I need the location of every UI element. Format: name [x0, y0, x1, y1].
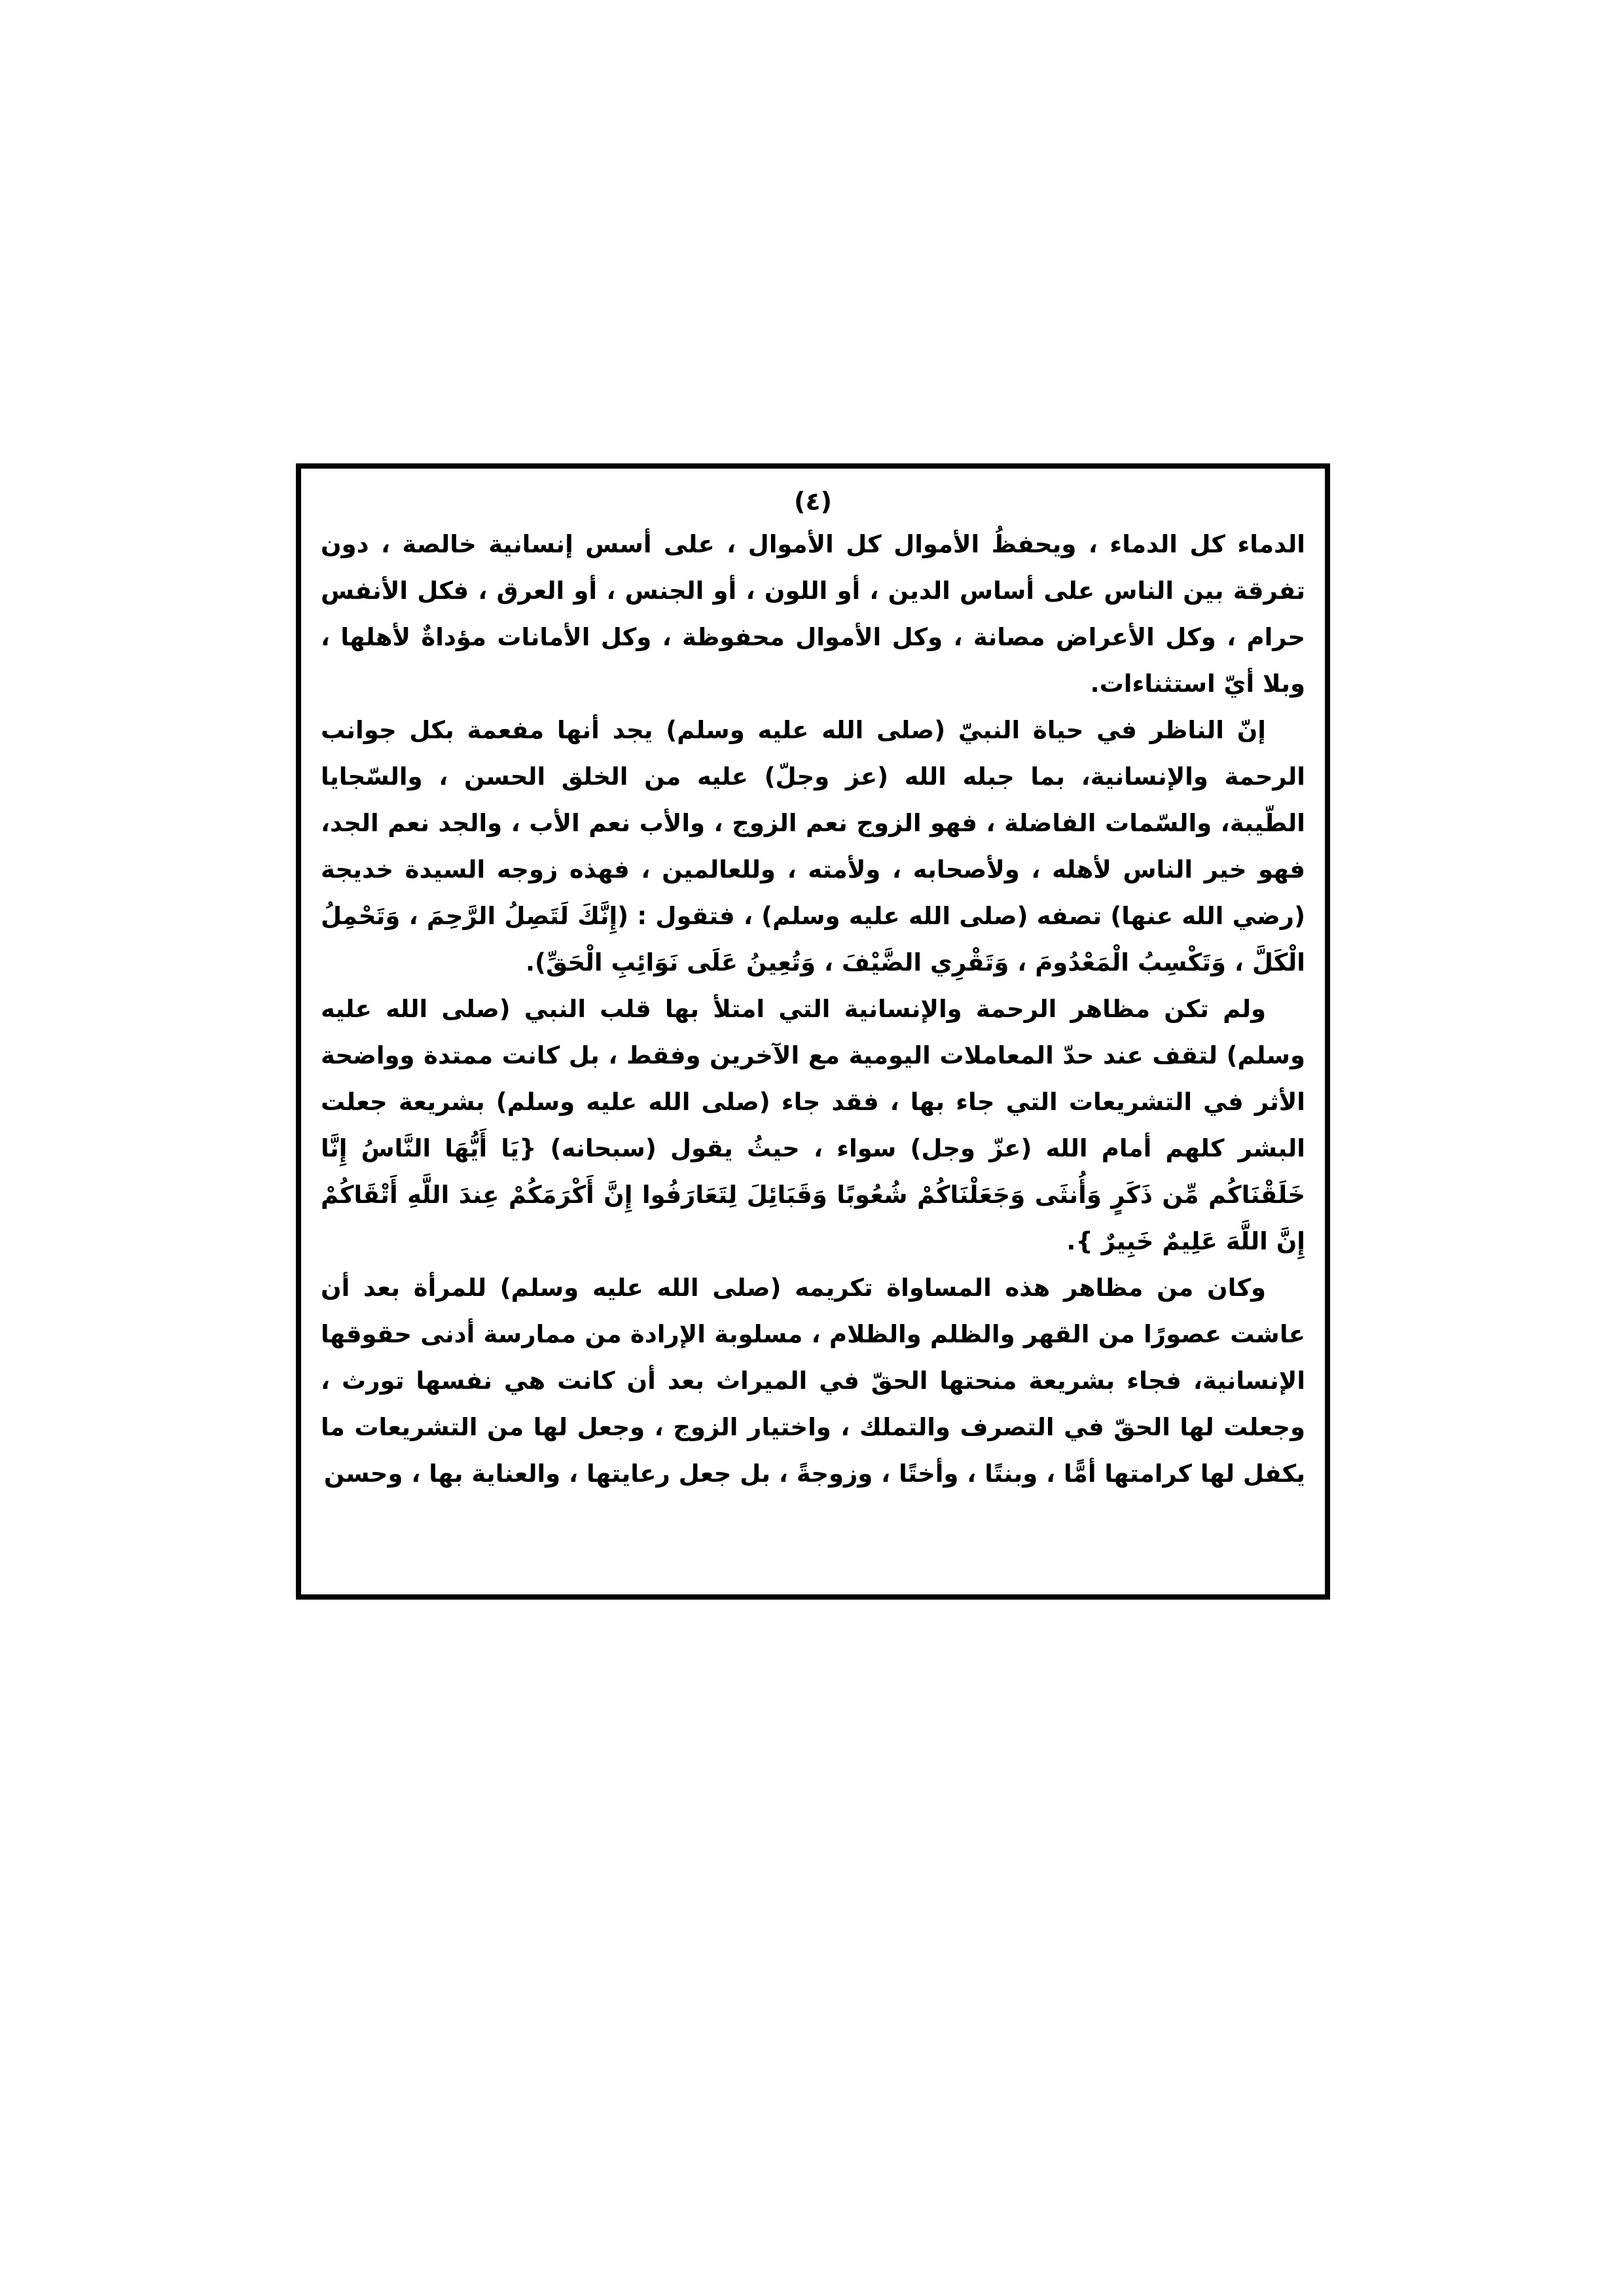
page-frame [296, 463, 1330, 1600]
page-number: (٤) [794, 487, 832, 516]
page-body [321, 521, 1305, 1497]
paragraph-1: الدماء كل الدماء ، ويحفظُ الأموال كل الأموال ، على أسس إنسانية خالصة ، دون تفرقة بين الناس على أساس الدين ، أو اللون ، أو الجنس ، أو العرق ، فكل الأنفس حرام ، وكل الأعراض مصانة ، وكل الأموال محفوظة ، وكل الأمانات مؤداةٌ لأهلها ، وبلا أيّ استثناءات. [321, 530, 1305, 698]
paragraph-3: ولم تكن مظاهر الرحمة والإنسانية التي امتلأ بها قلب النبي (صلى الله عليه وسلم) لتقف عند حدّ المعاملات اليومية مع الآخرين وفقط ، بل كانت ممتدة وواضحة الأثر في التشريعات التي جاء بها ، فقد جاء (صلى الله عليه وسلم) بشريعة جعلت البشر كلهم أمام الله (عزّ وجل) سواء ، حيثُ يقول (سبحانه) {يَا أَيُّهَا النَّاسُ إِنَّا خَلَقْنَاكُم مِّن ذَكَرٍ وَأُنثَى وَجَعَلْنَاكُمْ شُعُوبًا وَقَبَائِلَ لِتَعَارَفُوا إِنَّ أَكْرَمَكُمْ عِندَ اللَّهِ أَتْقَاكُمْ إِنَّ اللَّهَ عَلِيمٌ خَبِيرٌ }. [321, 995, 1305, 1255]
paragraph-2: إنّ الناظر في حياة النبيّ (صلى الله عليه وسلم) يجد أنها مفعمة بكل جوانب الرحمة والإنسانية، بما جبله الله (عز وجلّ) عليه من الخلق الحسن ، والسّجايا الطّيبة، والسّمات الفاضلة ، فهو الزوج نعم الزوج ، والأب نعم الأب ، والجد نعم الجد، فهو خير الناس لأهله ، ولأصحابه ، ولأمته ، وللعالمين ، فهذه زوجه السيدة خديجة (رضي الله عنها) تصفه (صلى الله عليه وسلم) ، فتقول : (إِنَّكَ لَتَصِلُ الرَّحِمَ ، وَتَحْمِلُ الْكَلَّ ، وَتَكْسِبُ الْمَعْدُومَ ، وَتَقْرِي الضَّيْفَ ، وَتُعِينُ عَلَى نَوَائِبِ الْحَقِّ). [321, 716, 1305, 977]
paragraph-4: وكان من مظاهر هذه المساواة تكريمه (صلى الله عليه وسلم) للمرأة بعد أن عاشت عصورًا من القهر والظلم والظلام ، مسلوبة الإرادة من ممارسة أدنى حقوقها الإنسانية، فجاء بشريعة منحتها الحقّ في الميراث بعد أن كانت هي نفسها تورث ، وجعلت لها الحقّ في التصرف والتملك ، واختيار الزوج ، وجعل لها من التشريعات ما يكفل لها كرامتها أمًّا ، وبنتًا ، وأختًا ، وزوجةً ، بل جعل رعايتها ، والعناية بها ، وحسن [321, 1274, 1305, 1488]
